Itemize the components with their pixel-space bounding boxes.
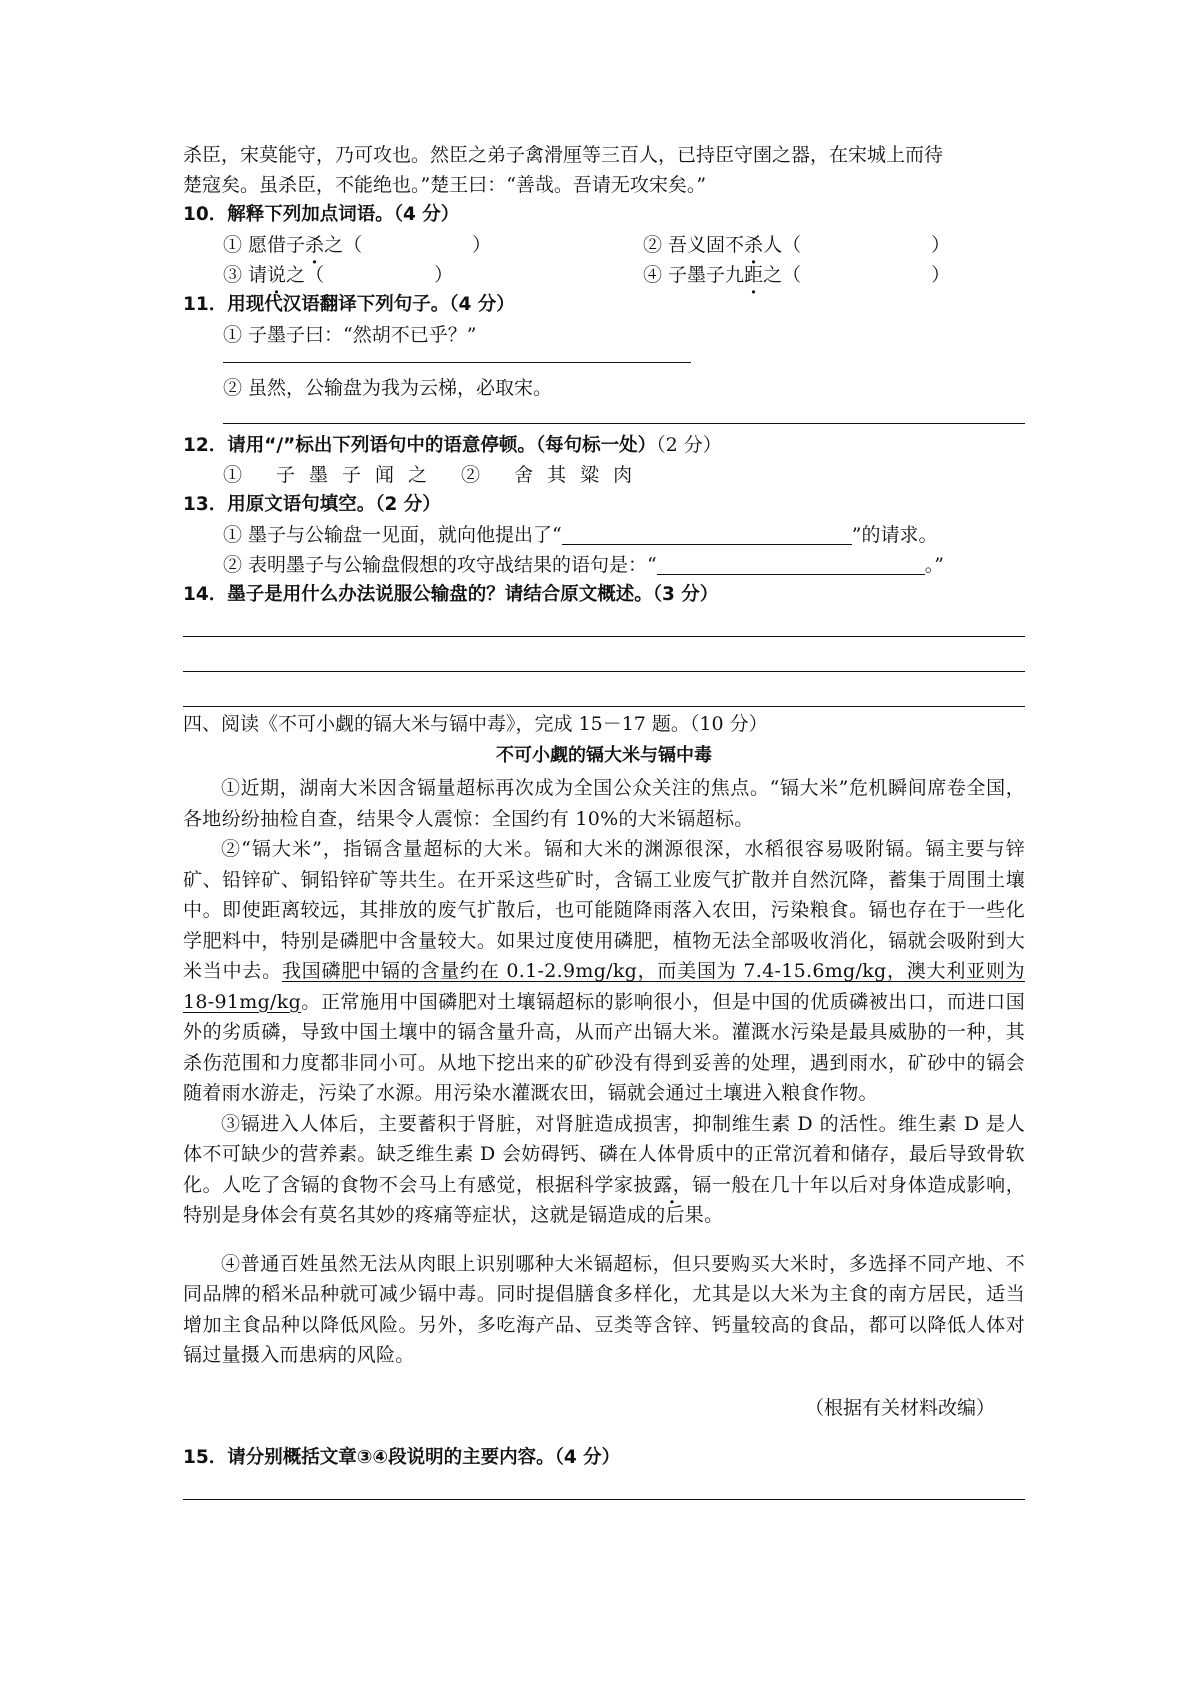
dotted-char: 说 <box>267 264 287 286</box>
dotted-word: 披露 <box>633 1173 673 1196</box>
question-11-stem: 11．用现代汉语翻译下列句子。（4 分） <box>183 294 515 315</box>
underlined-sentence: 我国磷肥中镉的含量约在 0.1-2.9mg/kg，而美国为 7.4-15.6mg/kg，澳大利亚则为 18-91mg/kg <box>183 960 1025 1013</box>
q11-sentence-2: ② 虽然，公输盘为我为云梯，必取宋。 <box>223 377 553 399</box>
question-14-stem: 14．墨子是用什么办法说服公输盘的？请结合原文概述。（3 分） <box>183 584 719 605</box>
q13-line-1: ① 墨子与公输盘一见面，就向他提出了“ ”的请求。 <box>223 524 938 546</box>
dotted-char: 距 <box>744 264 764 286</box>
q14-answer-line[interactable] <box>183 610 1025 637</box>
q13-blank-2[interactable] <box>657 554 925 575</box>
q13-blank-1[interactable] <box>562 524 852 545</box>
dotted-char: 杀 <box>305 234 325 256</box>
q10-item-1: ① 愿借子杀之（ ） <box>223 234 492 256</box>
q12-sentence-a[interactable]: ① 子墨子闻之 <box>223 464 442 486</box>
q14-answer-line[interactable] <box>183 637 1025 672</box>
q12-sentence-b[interactable]: ② 舍其粱肉 <box>461 464 647 486</box>
passage-line: 杀臣，宋莫能守，乃可攻也。然臣之弟子禽滑厘等三百人，已持臣守圉之器，在宋城上而待 <box>183 144 944 166</box>
q10-item-2: ② 吾义固不杀人（ ） <box>643 234 951 256</box>
article-paragraph-2: ②“镉大米”，指镉含量超标的大米。镉和大米的渊源很深，水稻很容易吸附镉。镉主要与锌矿、铅锌矿、铜铅锌矿等共生。在开采这些矿时，含镉工业废气扩散并自然沉降，蓄集于周围土壤中。即使距离较远，其排放的废气扩散后，也可能随降雨落入农田，污染粮食。镉也存在于一些化学肥料中，特别是磷肥中含量较大。如果过度使用磷肥，植物无法全部吸收消化，镉就会吸附到大米当中去。我国磷肥中镉的含量约在 0.1-2.9mg/kg，而美国为 7.4-15.6mg/kg，澳大利亚则为 18-91mg/kg。正常施用中国磷肥对土壤镉超标的影响很小，但是中国的优质磷被出口，而进口国外的劣质磷，导致中国土壤中的镉含量升高，从而产出镉大米。灌溉水污染是最具威胁的一种，其杀伤范围和力度都非同小可。从地下挖出来的矿砂没有得到妥善的处理，遇到雨水，矿砂中的镉会随着雨水游走，污染了水源。用污染水灌溉农田，镉就会通过土壤进入粮食作物。 <box>183 838 1025 1104</box>
q10-item-3: ③ 请说之（ ） <box>223 264 454 286</box>
passage-tail <box>183 140 1025 200</box>
question-13-stem: 13．用原文语句填空。（2 分） <box>183 494 441 515</box>
passage-line: 楚寇矣。虽杀臣，不能绝也。”楚王曰：“善哉。吾请无攻宋矣。” <box>183 174 707 196</box>
article-title: 不可小觑的镉大米与镉中毒 <box>496 745 712 766</box>
q10-row-1 <box>183 230 1025 260</box>
q10-row-2 <box>183 260 1025 290</box>
q12-sentences <box>183 460 1025 490</box>
q11-answer-line-1[interactable] <box>223 350 691 363</box>
q11-answer-line-2[interactable] <box>223 403 1025 424</box>
article-source: （根据有关材料改编） <box>804 1396 995 1419</box>
question-12-stem: 12．请用“/”标出下列语句中的语意停顿。（每句标一处）（2 分） <box>183 434 722 456</box>
article-paragraph-4: ④普通百姓虽然无法从肉眼上识别哪种大米镉超标，但只要购买大米时，多选择不同产地、不同品牌的稻米品种就可减少镉中毒。同时提倡膳食多样化，尤其是以大米为主食的南方居民，适当增加主食品种以降低风险。另外，多吃海产品、豆类等含锌、钙量较高的食品，都可以降低人体对镉过量摄入而患病的风险。 <box>183 1252 1025 1366</box>
q11-sentence-1: ① 子墨子曰：“然胡不已乎？” <box>223 324 477 346</box>
dotted-char: 杀 <box>744 234 764 256</box>
question-10-stem: 10．解释下列加点词语。（4 分） <box>183 204 460 225</box>
section-4-heading: 四、阅读《不可小觑的镉大米与镉中毒》，完成 15－17 题。（10 分） <box>183 713 768 735</box>
q15-answer-line[interactable] <box>183 1473 1025 1500</box>
article-paragraph-3: ③镉进入人体后，主要蓄积于肾脏，对肾脏造成损害，抑制维生素 D 的活性。维生素 D 是人体不可缺少的营养素。缺乏维生素 D 会妨碍钙、磷在人体骨质中的正常沉着和储存，最后导致骨软化。人吃了含镉的食物不会马上有感觉，根据科学家披露，镉一般在几十年以后对身体造成影响，特别是身体会有莫名其妙的疼痛等症状，这就是镉造成的后果。 <box>183 1112 1025 1226</box>
exam-page <box>183 140 1025 1500</box>
q13-line-2: ② 表明墨子与公输盘假想的攻守战结果的语句是：“ 。” <box>223 554 944 576</box>
article-paragraph-1: ①近期，湖南大米因含镉量超标再次成为全国公众关注的焦点。“镉大米”危机瞬间席卷全国，各地纷纷抽检自查，结果令人震惊：全国约有 10%的大米镉超标。 <box>183 777 1025 830</box>
q10-item-4: ④ 子墨子九距之（ ） <box>643 264 951 286</box>
question-15-stem: 15．请分别概括文章③④段说明的主要内容。（4 分） <box>183 1446 621 1468</box>
q14-answer-line[interactable] <box>183 672 1025 707</box>
